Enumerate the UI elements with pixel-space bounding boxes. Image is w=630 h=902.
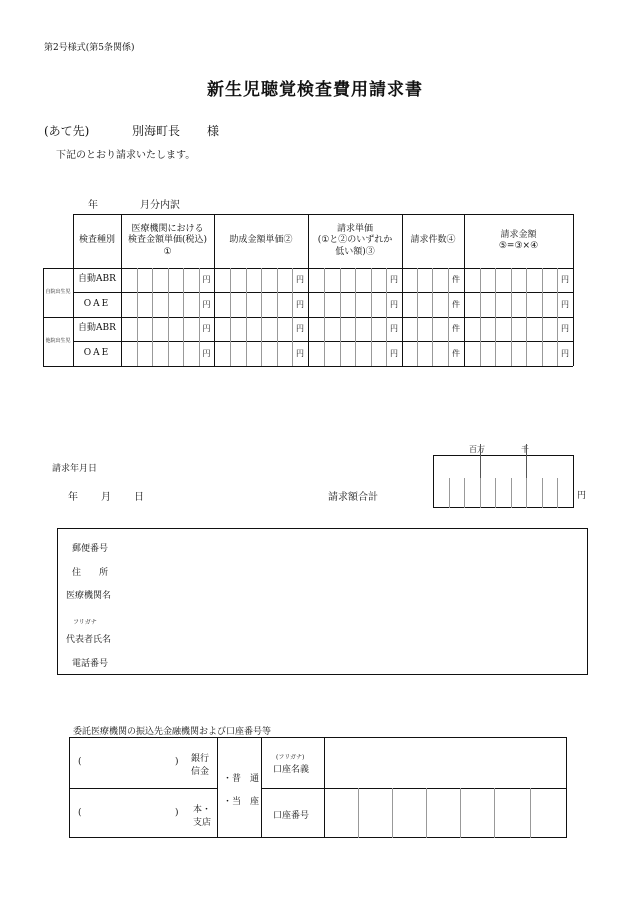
claim-date-label: 請求年月日 <box>52 464 98 474</box>
branch-label-2: 支店 <box>193 818 212 828</box>
yen-unit: 円 <box>296 275 304 284</box>
count-unit: 件 <box>452 348 460 358</box>
header-claim-unit: 請求単価 (①と②のいずれか 低い額)③ <box>317 224 393 257</box>
group-label: 他院出生児 <box>45 338 71 345</box>
header-exam-type: 検査種別 <box>78 235 115 246</box>
yen-unit: 円 <box>561 348 569 358</box>
total-yen: 円 <box>577 491 587 501</box>
header-count: 請求件数④ <box>410 235 456 246</box>
page-title: 新生児聴覚検査費用請求書 <box>207 80 423 100</box>
branch-paren-open: ( <box>78 808 82 818</box>
header-subsidy: 助成金額単価② <box>229 235 293 246</box>
yen-unit: 円 <box>390 324 398 333</box>
addressee-prefix: (あて先) <box>44 124 90 138</box>
institution-label: 医療機関名 <box>66 591 112 601</box>
period-year: 年 <box>88 200 98 211</box>
representative-label: 代表者氏名 <box>66 635 112 645</box>
header-amount: 請求金額 ⑤=③×④ <box>498 229 539 251</box>
branch-paren-close: ) <box>175 808 179 818</box>
yen-unit: 円 <box>561 275 569 284</box>
yen-unit: 円 <box>202 348 211 358</box>
row-label: 自動ABR <box>78 323 116 334</box>
type-current[interactable]: ・当 座 <box>223 797 260 807</box>
yen-unit: 円 <box>296 348 304 358</box>
count-unit: 件 <box>452 299 460 309</box>
postal-label: 郵便番号 <box>72 544 109 554</box>
form-number: 第2号様式(第5条関係) <box>44 43 135 53</box>
yen-unit: 円 <box>296 324 304 333</box>
row-label: OAE <box>83 298 111 309</box>
bank-paren-open: ( <box>78 757 82 767</box>
unit-million: 百万 <box>469 445 485 454</box>
holder-furigana: (フリガナ) <box>276 754 305 761</box>
addressee-name: 別海町長 <box>132 124 181 138</box>
header-unit-price: 医療機関における 検査金額単価(税込) ① <box>127 224 208 257</box>
yen-unit: 円 <box>390 299 398 309</box>
group-label: 自院出生児 <box>45 289 71 296</box>
yen-unit: 円 <box>202 324 211 333</box>
claim-year: 年 <box>68 492 78 503</box>
row-label: 自動ABR <box>78 274 116 285</box>
bank-label-1: 銀行 <box>191 754 210 764</box>
period-month: 月分内訳 <box>140 200 180 211</box>
bank-label-2: 信金 <box>191 767 210 777</box>
yen-unit: 円 <box>202 299 211 309</box>
furigana-label: フリガナ <box>73 619 97 626</box>
unit-thousand: 千 <box>521 445 529 454</box>
count-unit: 件 <box>452 324 460 333</box>
bank-paren-close: ) <box>175 757 179 767</box>
yen-unit: 円 <box>561 324 569 333</box>
addressee-suffix: 様 <box>207 124 220 138</box>
applicant-box <box>57 528 588 675</box>
total-amount-box[interactable] <box>433 455 574 508</box>
branch-label-1: 本・ <box>193 805 212 815</box>
total-label: 請求額合計 <box>328 492 378 503</box>
address-label: 住 所 <box>72 568 109 578</box>
holder-label: 口座名義 <box>273 765 310 775</box>
yen-unit: 円 <box>390 275 398 284</box>
yen-unit: 円 <box>561 299 569 309</box>
intro-text: 下記のとおり請求いたします。 <box>56 150 196 161</box>
row-label: OAE <box>83 347 111 358</box>
claim-month: 月 <box>101 492 111 503</box>
claim-day: 日 <box>134 492 144 503</box>
bank-caption: 委託医療機関の振込先金融機関および口座番号等 <box>73 727 272 737</box>
yen-unit: 円 <box>202 275 211 284</box>
account-label: 口座番号 <box>273 811 310 821</box>
type-ordinary[interactable]: ・普 通 <box>223 774 260 784</box>
count-unit: 件 <box>452 275 460 284</box>
phone-label: 電話番号 <box>72 659 109 669</box>
yen-unit: 円 <box>296 299 304 309</box>
yen-unit: 円 <box>390 348 398 358</box>
